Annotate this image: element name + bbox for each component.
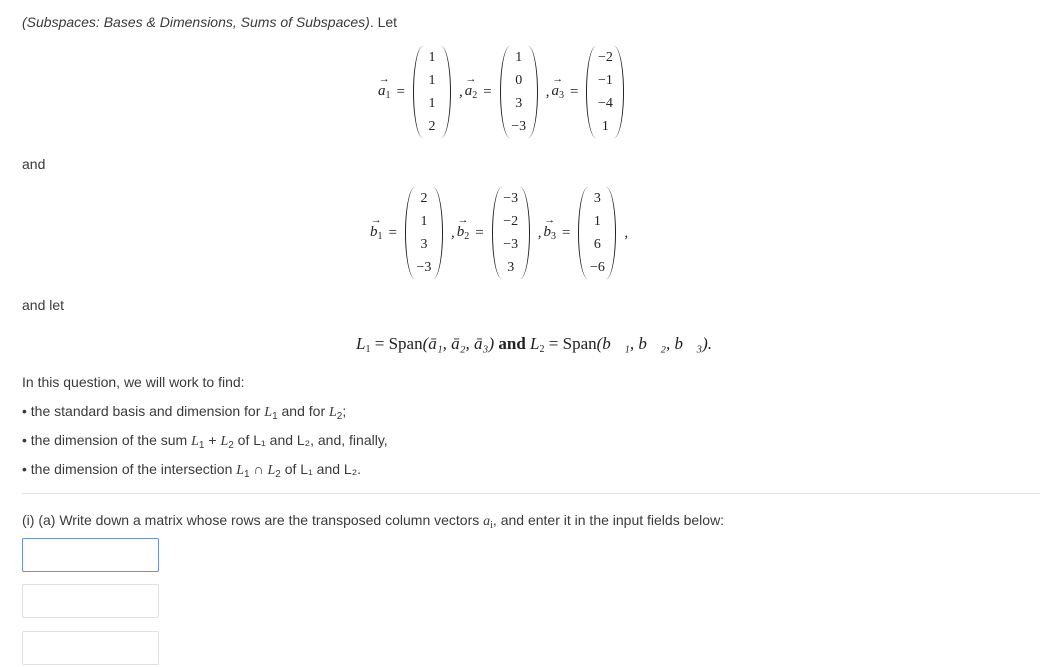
vector-entry: 1 [428, 73, 436, 88]
vector-entry: −3 [503, 191, 519, 206]
vector-arrow-icon: → [370, 214, 382, 226]
vector-separator-comma: , [537, 224, 542, 241]
vector-entry: 0 [515, 73, 523, 88]
vector-entry: −1 [597, 73, 613, 88]
vector-arrow-icon: → [457, 214, 469, 226]
vector-entry: −3 [511, 119, 527, 134]
vector-arrow-icon: → [552, 73, 564, 85]
bullet-1-m1: L [264, 405, 273, 420]
vector-entry: −4 [597, 96, 613, 111]
left-paren [578, 187, 589, 279]
part-i-prompt [22, 512, 724, 531]
right-paren [440, 46, 451, 138]
bullet-2-mid: + [204, 432, 221, 448]
equals-2: = [548, 334, 559, 353]
equals-1: = [374, 334, 385, 353]
vector-arrow-icon: → [544, 214, 556, 226]
bullet-2-s2: 2 [228, 440, 234, 451]
a_vectors-3-label [551, 73, 564, 101]
vector-separator-comma: , [545, 83, 550, 100]
bullet-1-s2: 2 [336, 411, 343, 422]
bullet-3-pre: • the dimension of the intersection [22, 461, 237, 477]
bullet-2 [22, 432, 388, 451]
left-paren [492, 187, 503, 279]
vector-arrow-icon: → [465, 73, 477, 85]
section-divider [22, 493, 1040, 494]
right-paren [605, 187, 616, 279]
bullet-2-s1: 1 [198, 440, 205, 451]
vector-index: 2 [464, 231, 470, 242]
equals-sign: = [396, 83, 405, 100]
bullet-3-post: of L₁ and L₂. [280, 461, 362, 477]
vector-arrow-icon: → [378, 73, 390, 85]
l2-subscript: 2 [539, 344, 545, 355]
and-label: and [22, 156, 46, 172]
b_vectors-1-column-vector [405, 187, 443, 279]
l2-symbol: L [530, 334, 540, 353]
equals-sign: = [483, 83, 492, 100]
trailing-comma: , [624, 224, 629, 241]
bullet-1-pre: • the standard basis and dimension for [22, 403, 265, 419]
part-i-pre: (i) (a) Write down a matrix whose rows are the transposed column vectors [22, 512, 484, 528]
a_vectors-3-column-vector [586, 46, 624, 138]
bullet-1-s1: 1 [272, 411, 278, 422]
bullet-1-m2: L [329, 405, 337, 420]
vector-letter: b [543, 224, 551, 240]
vector-entry: 1 [593, 214, 601, 229]
bullet-1-post: ; [342, 403, 347, 419]
vector-letter: b [456, 224, 465, 240]
span-word-2: Span [562, 334, 597, 353]
vector-letter: a [378, 83, 386, 99]
bullet-2-pre: • the dimension of the sum [22, 432, 192, 448]
bullet-3-s2: 2 [275, 469, 281, 480]
vector-index: 1 [385, 90, 391, 101]
vector-entry: 1 [420, 214, 428, 229]
vector-entry: 3 [593, 191, 601, 206]
vector-entry: −2 [503, 214, 519, 229]
vector-entry: 3 [515, 96, 523, 111]
bullet-2-m1: L [191, 434, 199, 449]
equals-sign: = [475, 224, 484, 241]
left-paren [413, 46, 424, 138]
l1-subscript: 1 [365, 344, 371, 355]
equals-sign: = [561, 224, 571, 241]
vector-entry: 3 [420, 237, 428, 252]
vector-separator-comma: , [450, 224, 455, 241]
vector-index: 2 [472, 90, 478, 101]
bullet-3-m2: L [267, 463, 276, 478]
bullet-1-mid: and for [277, 403, 329, 419]
bullet-2-post: of L₁ and L₂, and, finally, [233, 432, 388, 448]
part-i-vec: a [483, 514, 491, 529]
vector-entry: −6 [589, 260, 605, 275]
question-intro: In this question, we will work to find: [22, 374, 245, 390]
b_vectors-1-label [370, 214, 383, 242]
vector-letter: a [464, 83, 473, 99]
span-b-args: (b⃗₁, b⃗₂, b⃗₃). [596, 334, 713, 353]
b_vectors-2-label [456, 214, 470, 242]
vector-entry: 2 [428, 119, 436, 134]
vector-letter: b [370, 224, 378, 240]
right-paren [432, 187, 443, 279]
vector-entry: −2 [597, 50, 613, 65]
bullet-2-m2: L [220, 434, 229, 449]
span-definition [356, 334, 712, 355]
intro-topic: (Subspaces: Bases & Dimensions, Sums of Subspaces) [22, 14, 370, 30]
a_vectors-1-label [378, 73, 391, 101]
vector-index: 3 [558, 90, 564, 101]
left-paren [405, 187, 416, 279]
span-and: and [498, 334, 526, 353]
vector-letter: a [551, 83, 559, 99]
right-paren [613, 46, 624, 138]
bullet-3-s1: 1 [244, 469, 250, 480]
vector-entry: 3 [507, 260, 515, 275]
l1-symbol: L [356, 334, 366, 353]
vector-index: 1 [377, 231, 383, 242]
vector-entry: 1 [601, 119, 609, 134]
part-i-vec-sub: i [490, 520, 493, 531]
matrix-row-2-input[interactable] [22, 584, 159, 618]
intro-let: . Let [369, 14, 398, 30]
a_vectors-2-column-vector [500, 46, 538, 138]
bullet-3-m1: L [236, 463, 245, 478]
b_vectors-3-label [543, 214, 556, 242]
bullet-1 [22, 403, 346, 422]
intro-text [22, 14, 397, 30]
vector-entry: −3 [416, 260, 432, 275]
equals-sign: = [569, 83, 579, 100]
span-word-1: Span [388, 334, 423, 353]
and-let-label: and let [22, 297, 65, 313]
vector-index: 3 [550, 231, 556, 242]
matrix-row-1-input[interactable] [22, 538, 159, 572]
left-paren [500, 46, 511, 138]
vector-entry: 1 [515, 50, 523, 65]
matrix-row-3-input[interactable] [22, 631, 159, 665]
b-vectors-row [370, 187, 630, 279]
span-a-args: (ā₁, ā₂, ā₃) [422, 334, 495, 353]
bullet-3 [22, 461, 361, 480]
left-paren [586, 46, 597, 138]
vector-entry: 6 [593, 237, 601, 252]
a_vectors-2-label [464, 73, 478, 101]
vector-entry: −3 [503, 237, 519, 252]
bullet-3-mid: ∩ [249, 461, 268, 477]
a_vectors-1-column-vector [413, 46, 451, 138]
right-paren [519, 187, 530, 279]
right-paren [527, 46, 538, 138]
vector-entry: 1 [428, 96, 436, 111]
equals-sign: = [388, 224, 397, 241]
b_vectors-3-column-vector [578, 187, 616, 279]
b_vectors-2-column-vector [492, 187, 530, 279]
a-vectors-row [378, 46, 626, 138]
part-i-post: , and enter it in the input fields below: [492, 512, 725, 528]
vector-entry: 1 [428, 50, 436, 65]
vector-entry: 2 [420, 191, 428, 206]
vector-separator-comma: , [458, 83, 463, 100]
